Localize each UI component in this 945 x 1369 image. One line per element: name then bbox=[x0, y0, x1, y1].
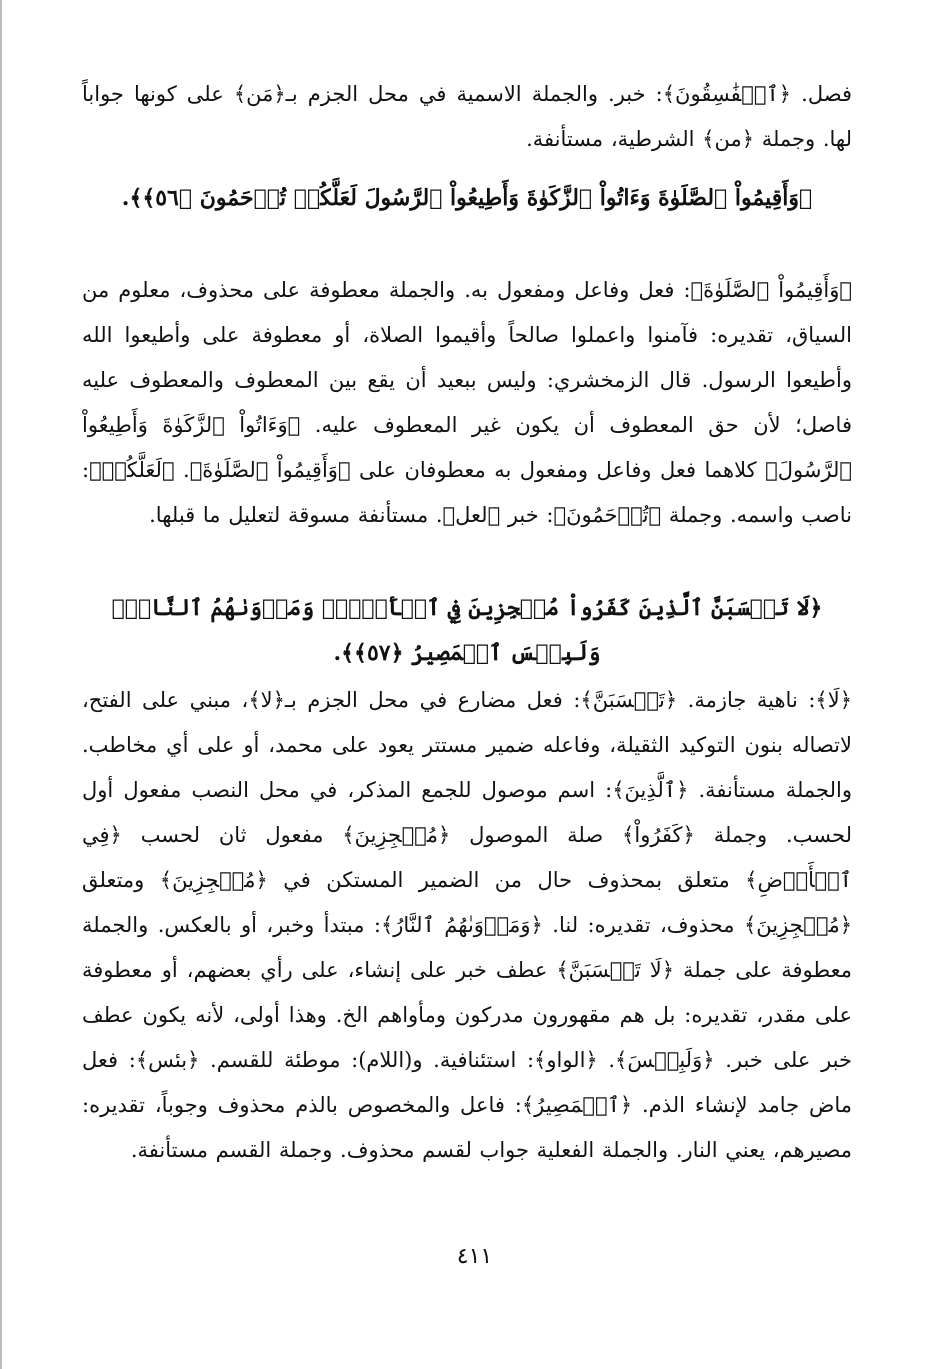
paragraph-2: ﴿وَأَقِيمُواْ ٱلصَّلَوٰةَ﴾: فعل وفاعل ومفعول به. والجملة معطوفة على محذوف، معلوم من السياق، تقديره: فآمنوا واعملوا صالحاً وأقيموا الصلاة، أو معطوفة على وأطيعوا الله وأطيعوا الرسول. قال الزمخشري: وليس ببعيد أن يقع بين المعطوف والمعطوف عليه فاصل؛ لأن حق المعطوف أن يكون غير المعطوف عليه. ﴿وَءَاتُواْ ٱلزَّكَوٰةَ وَأَطِيعُواْ ٱلرَّسُولَ﴾ كلاهما فعل وفاعل ومفعول به معطوفان على ﴿وَأَقِيمُواْ ٱلصَّلَوٰةَ﴾. ﴿لَعَلَّكُمۡ﴾: ناصب واسمه. وجملة ﴿تُرۡحَمُونَ﴾: خبر ﴿لعل﴾. مستأنفة مسوقة لتعليل ما قبلها. bbox=[82, 278, 852, 527]
verse-text-57: ﴿لَا تَحۡسَبَنَّ ٱلَّذِينَ كَفَرُواْ مُعۡجِزِينَ فِي ٱلۡأَرۡضِۚ وَمَأۡوَىٰهُمُ ٱلنَّارُۖ وَلَبِئۡسَ ٱلۡمَصِيرُ ﴿٥٧﴾﴾. bbox=[111, 595, 823, 666]
quran-verse-57 bbox=[82, 586, 852, 678]
paragraph-1: فصل. ﴿ٱلۡفَٰسِقُونَ﴾: خبر. والجملة الاسمية في محل الجزم بـ﴿مَن﴾ على كونها جواباً لها. وجملة ﴿من﴾ الشرطية، مستأنفة. bbox=[82, 82, 852, 151]
page-number: ٤١١ bbox=[456, 1244, 493, 1269]
paragraph-3: ﴿لَا﴾: ناهية جازمة. ﴿تَحۡسَبَنَّ﴾: فعل مضارع في محل الجزم بـ﴿لا﴾، مبني على الفتح، لاتصاله بنون التوكيد الثقيلة، وفاعله ضمير مستتر يعود على محمد، أو على أي مخاطب. والجملة مستأنفة. ﴿ٱلَّذِينَ﴾: اسم موصول للجمع المذكر، في محل النصب مفعول أول لحسب. وجملة ﴿كَفَرُواْ﴾ صلة الموصول ﴿مُعۡجِزِينَ﴾ مفعول ثان لحسب ﴿فِي ٱلۡأَرۡضِ﴾ متعلق بمحذوف حال من الضمير المستكن في ﴿مُعۡجِزِينَ﴾ ومتعلق ﴿مُعۡجِزِينَ﴾ محذوف، تقديره: لنا. ﴿وَمَأۡوَىٰهُمُ ٱلنَّارُ﴾: مبتدأ وخبر، أو بالعكس. والجملة معطوفة على جملة ﴿لَا تَحۡسَبَنَّ﴾ عطف خبر على إنشاء، على رأي بعضهم، أو معطوفة على مقدر، تقديره: بل هم مقهورون مدركون ومأواهم الخ. وهذا أولى، لأنه يكون عطف خبر على خبر. ﴿وَلَبِئۡسَ﴾. ﴿الواو﴾: استئنافية. و(اللام): موطئة للقسم. ﴿بئس﴾: فعل ماض جامد لإنشاء الذم. ﴿ٱلۡمَصِيرُ﴾: فاعل والمخصوص بالذم محذوف وجوباً، تقديره: مصيرهم، يعني النار. والجملة الفعلية جواب لقسم محذوف. وجملة القسم مستأنفة. bbox=[82, 688, 852, 1162]
quran-verse-56 bbox=[82, 162, 852, 268]
verse-text-56: ﴿وَأَقِيمُواْ ٱلصَّلَوٰةَ وَءَاتُواْ ٱلزَّكَوٰةَ وَأَطِيعُواْ ٱلرَّسُولَ لَعَلَّكُمۡ تُرۡحَمُونَ ﴿٥٦﴾﴾. bbox=[121, 185, 813, 211]
page-body bbox=[82, 72, 852, 1268]
